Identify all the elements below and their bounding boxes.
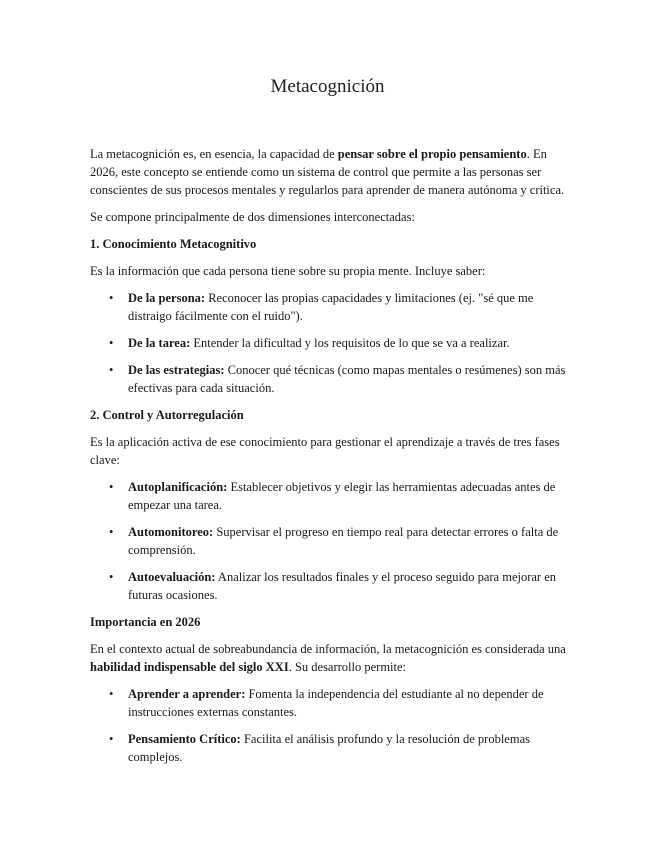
bullet-icon: •	[109, 687, 114, 701]
section2-heading: 2. Control y Autorregulación	[90, 408, 244, 422]
bullet-icon: •	[109, 363, 114, 377]
list-item-label: Aprender a aprender:	[128, 687, 246, 701]
list-item-text: Conocer qué técnicas (como mapas mentales o resúmenes) son más efectivas para cada situación.	[128, 363, 566, 395]
intro-text-end: . En 2026, este concepto se entiende como un sistema de control que permite a las personas ser conscientes de sus procesos mentales y regularlos para aprender de manera autónoma y crítica.	[90, 147, 565, 197]
list-item-label: De la tarea:	[128, 336, 191, 350]
list-item	[109, 730, 570, 766]
dimensions-paragraph: Se compone principalmente de dos dimensiones interconectadas:	[90, 210, 415, 224]
list-item	[109, 289, 570, 325]
list-item-label: Automonitoreo:	[128, 525, 214, 539]
list-item	[109, 334, 570, 352]
list-item	[109, 685, 570, 721]
bullet-icon: •	[109, 525, 114, 539]
section3-list	[90, 685, 570, 766]
section3-heading: Importancia en 2026	[90, 615, 201, 629]
section3-paragraph	[90, 640, 570, 676]
list-item	[109, 361, 570, 397]
list-item-text: Reconocer las propias capacidades y limitaciones (ej. "sé que me distraigo fácilmente con el ruido").	[128, 291, 534, 323]
list-item-text: Entender la dificultad y los requisitos de lo que se va a realizar.	[190, 336, 510, 350]
document-body	[90, 145, 570, 775]
bullet-icon: •	[109, 480, 114, 494]
bullet-icon: •	[109, 291, 114, 305]
intro-bold-phrase: pensar sobre el propio pensamiento	[337, 147, 527, 161]
list-item-text: Establecer objetivos y elegir las herramientas adecuadas antes de empezar una tarea.	[128, 480, 556, 512]
section3-text-start: En el contexto actual de sobreabundancia de información, la metacognición es considerada una	[90, 642, 566, 656]
section1-list	[90, 289, 570, 397]
list-item-label: Pensamiento Crítico:	[128, 732, 241, 746]
list-item	[109, 568, 570, 604]
list-item	[109, 523, 570, 559]
bullet-icon: •	[109, 570, 114, 584]
list-item-text: Supervisar el progreso en tiempo real para detectar errores o falta de comprensión.	[128, 525, 559, 557]
section3-bold-phrase: habilidad indispensable del siglo XXI	[90, 660, 289, 674]
document-title: Metacognición	[270, 76, 385, 97]
section1-intro: Es la información que cada persona tiene sobre su propia mente. Incluye saber:	[90, 264, 486, 278]
bullet-icon: •	[109, 336, 114, 350]
intro-text-start: La metacognición es, en esencia, la capacidad de	[90, 147, 338, 161]
list-item-text: Facilita el análisis profundo y la resolución de problemas complejos.	[128, 732, 530, 764]
intro-paragraph	[90, 145, 570, 199]
section3-text-end: . Su desarrollo permite:	[288, 660, 407, 674]
section1-heading: 1. Conocimiento Metacognitivo	[90, 237, 257, 251]
section2-intro: Es la aplicación activa de ese conocimiento para gestionar el aprendizaje a través de tres fases clave:	[90, 435, 560, 467]
list-item	[109, 478, 570, 514]
list-item-label: Autoplanificación:	[128, 480, 228, 494]
bullet-icon: •	[109, 732, 114, 746]
list-item-label: Autoevaluación:	[128, 570, 216, 584]
list-item-text: Analizar los resultados finales y el proceso seguido para mejorar en futuras ocasiones.	[128, 570, 557, 602]
list-item-text: Fomenta la independencia del estudiante al no depender de instrucciones externas constantes.	[128, 687, 544, 719]
list-item-label: De las estrategias:	[128, 363, 225, 377]
list-item-label: De la persona:	[128, 291, 206, 305]
section2-list	[90, 478, 570, 604]
